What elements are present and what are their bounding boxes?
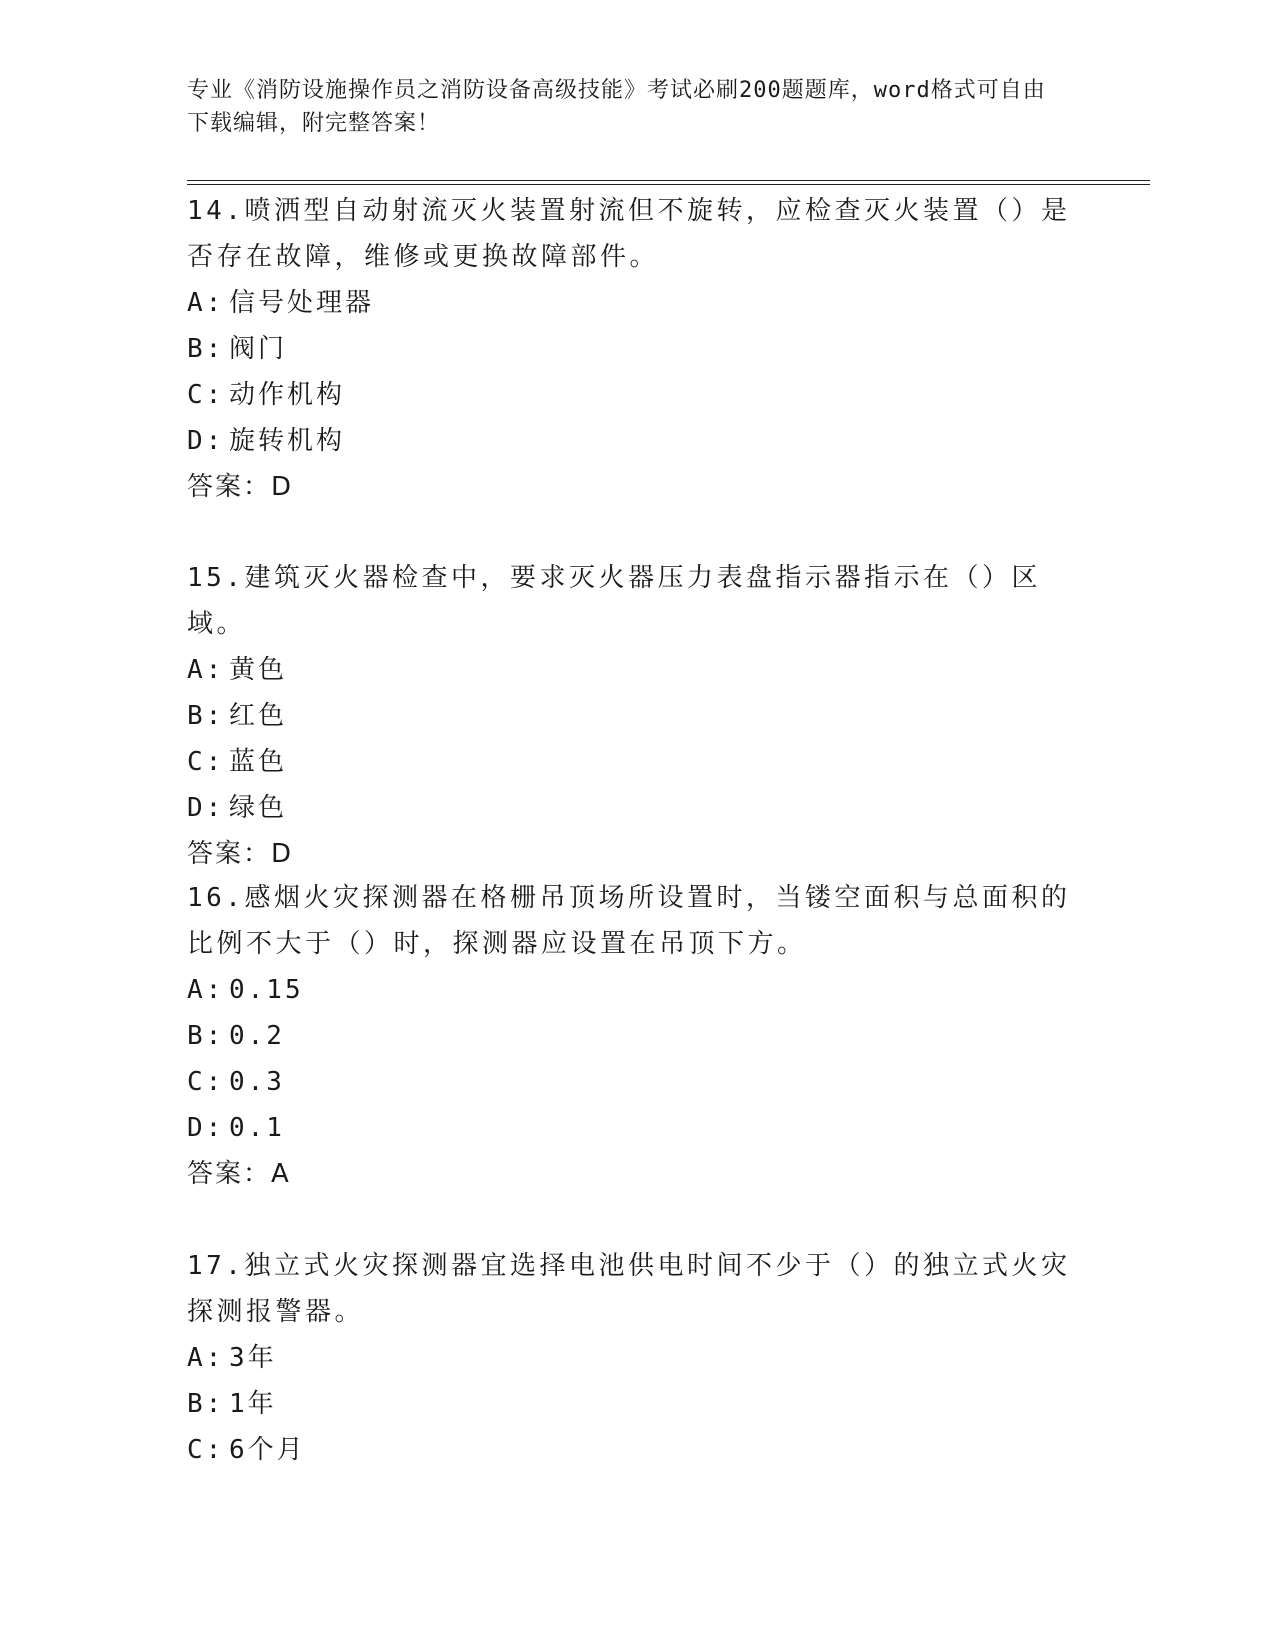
option-key: B: [187,701,225,731]
option-text: 红色 [229,701,288,731]
option-key: C: [187,1067,225,1097]
option-text: 0.15 [229,975,304,1005]
option-key: B: [187,334,225,364]
option-key: C: [187,380,225,410]
option-text: 旋转机构 [229,426,346,456]
option-text: 阀门 [229,334,288,364]
option-b [187,1381,1087,1427]
option-a [187,280,1087,326]
option-key: D: [187,426,225,456]
answer-line: 答案：A [187,1159,291,1189]
option-text: 1年 [229,1389,277,1419]
option-d [187,1105,1087,1151]
option-b [187,1013,1087,1059]
option-text: 0.3 [229,1067,285,1097]
question-stem: 16.感烟火灾探测器在格栅吊顶场所设置时，当镂空面积与总面积的比例不大于（）时，探测器应设置在吊顶下方。 [187,883,1071,959]
option-a [187,1335,1087,1381]
answer-line: 答案：D [187,839,294,869]
option-c [187,1427,1087,1473]
option-text: 6个月 [229,1435,306,1465]
question-stem: 14.喷洒型自动射流灭火装置射流但不旋转，应检查灭火装置（）是否存在故障，维修或更换故障部件。 [187,196,1071,272]
option-key: D: [187,793,225,823]
option-text: 3年 [229,1343,277,1373]
option-key: D: [187,1113,225,1143]
answer-line: 答案：D [187,472,294,502]
option-a [187,647,1087,693]
option-text: 0.1 [229,1113,285,1143]
option-d [187,418,1087,464]
option-key: C: [187,1435,225,1465]
question-16 [187,875,1087,1197]
option-text: 0.2 [229,1021,285,1051]
question-17 [187,1243,1087,1473]
option-key: B: [187,1021,225,1051]
option-text: 信号处理器 [229,288,375,318]
question-15 [187,555,1087,877]
question-stem: 15.建筑灭火器检查中，要求灭火器压力表盘指示器指示在（）区域。 [187,563,1041,639]
question-stem: 17.独立式火灾探测器宜选择电池供电时间不少于（）的独立式火灾探测报警器。 [187,1251,1071,1327]
option-b [187,326,1087,372]
document-intro: 专业《消防设施操作员之消防设备高级技能》考试必刷200题题库，word格式可自由下载编辑，附完整答案！ [187,78,1046,136]
option-key: A: [187,288,225,318]
option-key: C: [187,747,225,777]
option-text: 动作机构 [229,380,346,410]
option-key: B: [187,1389,225,1419]
option-key: A: [187,655,225,685]
option-d [187,785,1087,831]
option-text: 绿色 [229,793,288,823]
option-c [187,739,1087,785]
header-divider-bottom [187,184,1150,185]
option-b [187,693,1087,739]
option-text: 蓝色 [229,747,288,777]
question-14 [187,188,1087,510]
option-c [187,1059,1087,1105]
option-a [187,967,1087,1013]
option-key: A: [187,1343,225,1373]
option-key: A: [187,975,225,1005]
option-c [187,372,1087,418]
option-text: 黄色 [229,655,288,685]
header-divider-top [187,180,1150,181]
